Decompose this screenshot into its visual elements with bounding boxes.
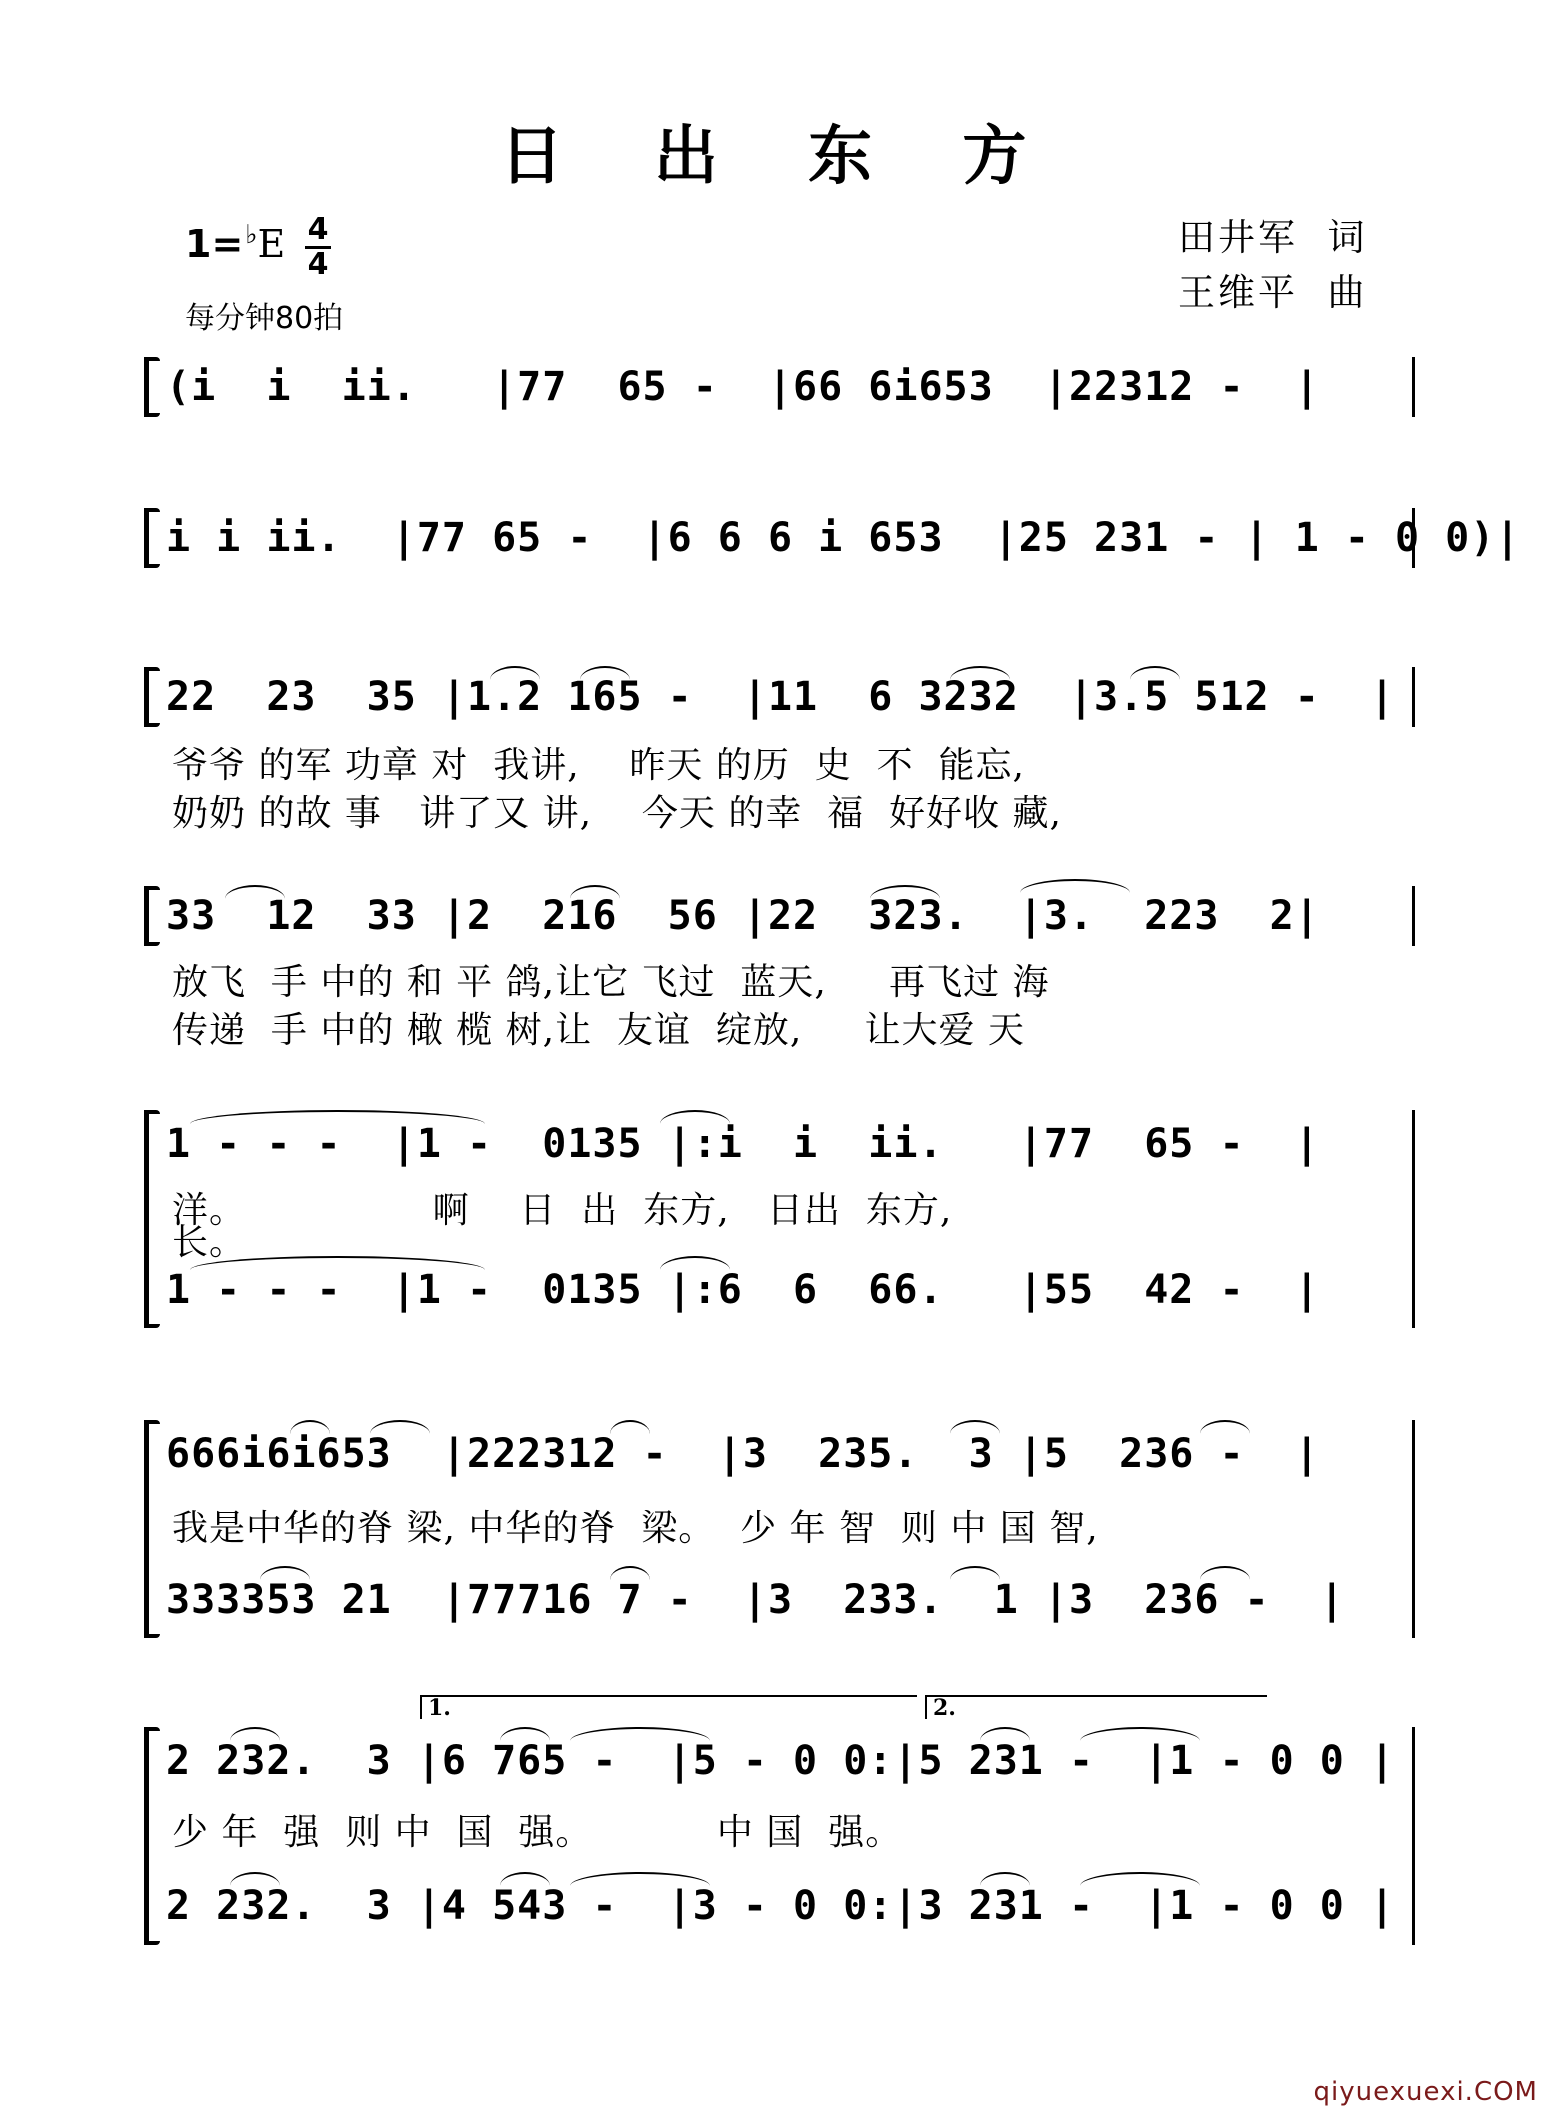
barline [1412, 886, 1415, 946]
notes-system-7-bottom: 2 232. 3 |4 543 - |3 - 0 0:|3 231 - |1 - 0 0 | [166, 1883, 1396, 1929]
system-bracket [144, 667, 159, 727]
composer-credit: 王维平 曲 [1178, 271, 1368, 314]
system-bracket [144, 508, 159, 568]
volta-second-ending [925, 1695, 1267, 1719]
barline [1412, 1727, 1415, 1945]
lyrics-line: 少 年 强 则 中 国 强。 中 国 强。 [172, 1812, 903, 1853]
flat-sign: ♭ [245, 220, 258, 250]
notes-system-4: 33 12 33 |2 216 56 |22 323. |3. 223 2| [166, 893, 1320, 939]
key-signature [185, 220, 285, 266]
notes-system-6-top: 666i6i653 |222312 - |3 235. 3 |5 236 - | [166, 1431, 1320, 1477]
lyrics-verse-1: 洋。 啊 日 出 东方, 日出 东方, [172, 1190, 953, 1231]
notes-system-6-bottom: 333353 21 |77716 7 - |3 233. 1 |3 236 - | [166, 1577, 1345, 1623]
system-bracket [144, 1110, 159, 1328]
slur [1020, 879, 1130, 893]
volta-1-label: 1. [428, 1695, 451, 1721]
barline [1412, 667, 1415, 727]
volta-first-ending [420, 1695, 917, 1719]
lyrics-verse-1: 放飞 手 中的 和 平 鸽,让它 飞过 蓝天, 再飞过 海 [172, 962, 1050, 1003]
time-signature [305, 214, 331, 281]
volta-2-label: 2. [933, 1695, 956, 1721]
tempo-marking: 每分钟80拍 [185, 301, 344, 336]
lyrics-verse-2: 传递 手 中的 橄 榄 树,让 友谊 绽放, 让大爱 天 [172, 1010, 1025, 1051]
barline [1412, 357, 1415, 417]
notes-system-2: i i ii. |77 65 - |6 6 6 i 653 |25 231 - | 1 - 0 0)| [166, 515, 1521, 561]
lyrics-verse-1: 爷爷 的军 功章 对 我讲, 昨天 的历 史 不 能忘, [172, 745, 1025, 786]
site-watermark: qiyuexuexi.COM [1313, 2077, 1538, 2107]
barline [1412, 508, 1415, 568]
system-bracket [144, 1727, 159, 1945]
song-title: 日 出 东 方 [499, 119, 1061, 194]
notes-system-3: 22 23 35 |1.2 165 - |11 6 3232 |3.5 512 - | [166, 674, 1396, 720]
lyrics-verse-2: 长。 [172, 1222, 247, 1263]
time-top: 4 [307, 212, 329, 247]
notes-system-7-top: 2 232. 3 |6 765 - |5 - 0 0:|5 231 - |1 - 0 0 | [166, 1738, 1396, 1784]
key-note: E [257, 222, 286, 266]
key-prefix: 1= [185, 222, 244, 266]
notes-system-1: (i i ii. |77 65 - |66 6i653 |22312 - | [166, 364, 1320, 410]
notes-system-5-bottom: 1 - - - |1 - 0135 |:6 6 66. |55 42 - | [166, 1267, 1320, 1313]
barline [1412, 1110, 1415, 1328]
barline [1412, 1420, 1415, 1638]
system-bracket [144, 886, 159, 946]
lyrics-line: 我是中华的脊 梁, 中华的脊 梁。 少 年 智 则 中 国 智, [172, 1508, 1099, 1549]
time-bottom: 4 [307, 247, 329, 282]
system-bracket [144, 1420, 159, 1638]
lyricist-credit: 田井军 词 [1178, 216, 1368, 259]
notes-system-5-top: 1 - - - |1 - 0135 |:i i ii. |77 65 - | [166, 1121, 1320, 1167]
system-bracket [144, 357, 159, 417]
lyrics-verse-2: 奶奶 的故 事 讲了又 讲, 今天 的幸 福 好好收 藏, [172, 793, 1062, 834]
